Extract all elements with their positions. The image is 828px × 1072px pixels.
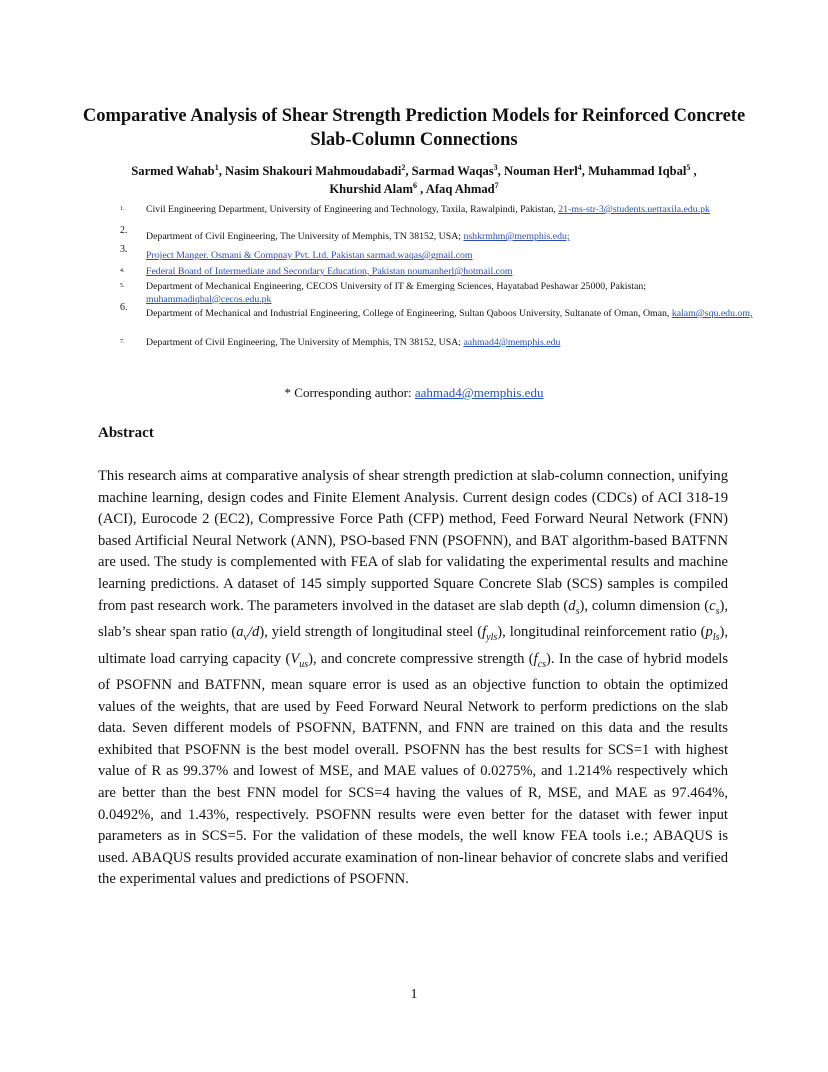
affiliation-number: 5. — [120, 283, 125, 289]
abstract-text: ), and concrete compressive strength ( — [308, 650, 534, 667]
affiliation-number: 4. — [120, 268, 125, 274]
affiliation-number: 2. — [120, 225, 128, 236]
author-affiliation-number: 5 — [686, 162, 691, 172]
author-list — [60, 162, 768, 198]
affiliation-item — [120, 302, 766, 321]
abstract-variable — [482, 624, 498, 643]
abstract-text: ), yield strength of longitudinal steel ( — [259, 624, 483, 641]
affiliation-number: 7. — [120, 339, 125, 345]
author-affiliation-number: 7 — [494, 180, 499, 190]
affiliation-text: Department of Civil Engineering, The University of Memphis, TN 38152, USA; — [146, 337, 464, 348]
variable-subscript: s — [715, 605, 720, 617]
affiliation-email-link[interactable]: aahmad4@memphis.edu — [463, 337, 561, 348]
author-name: Sarmad Waqas — [411, 164, 494, 178]
author-separator: , — [416, 182, 426, 196]
abstract-variable — [290, 650, 309, 670]
affiliation-item — [120, 337, 766, 350]
author-separator: , — [581, 164, 589, 178]
abstract-heading: Abstract — [98, 425, 154, 441]
abstract-text: ), column dimension ( — [579, 597, 710, 614]
variable-subscript: yls — [486, 631, 498, 643]
abstract-variable — [568, 597, 580, 617]
abstract-text: ). In the case of hybrid models of PSOFNN and BATFNN, mean square error is used as an objective function to obtain the optimized values of the weights, that are used by Feed Forward Neural Network to perform predictions on the slab data. Seven different models of PSOFNN, BATFNN, and FNN are trained on this data and the results exhibited that PSOFNN is the best model overall. PSOFNN has the best results for SCS=1 with highest value of R as 99.37% and lowest of MSE, and MAE values of 0.0275%, and 1.214% respectively which are better than the best FNN model for SCS=4 having the values of R, MSE, and MAE as 97.464%, 0.0492%, and 1.43%, respectively. PSOFNN results were even better for the dataset with fewer input parameters as in SCS=5. For the validation of these models, the well know FEA tools i.e.; ABAQUS is used. ABAQUS results provided accurate examination of non-linear behavior of concrete slabs and verified the experimental values and predictions of PSOFNN. — [98, 650, 728, 888]
variable-subscript: ls — [712, 631, 720, 643]
affiliation-item — [120, 204, 766, 217]
abstract-variable — [709, 597, 720, 617]
author-name: Afaq Ahmad — [425, 182, 495, 196]
author-name: Muhammad Iqbal — [588, 164, 687, 178]
author-separator: , — [497, 164, 504, 178]
variable-subscript: v — [243, 631, 248, 643]
abstract-text: This research aims at comparative analysis of shear strength prediction at slab-column connection, unifying machine learning, design codes and Finite Element Analysis. Current design codes (CDCs) of ACI 318-19 (ACI), Eurocode 2 (EC2), Compressive Force Path (CFP) method, Feed Forward Neural Network (FNN) based Artificial Neural Network (ANN), PSO-based FNN (PSOFNN), and BAT algorithm-based BATFNN are used. The study is complemented with FEA of slab for validating the experimental results and machine learning predictions. A dataset of 145 simply supported Square Concrete Slab (SCS) samples is compiled from past research work. The parameters involved in the dataset are slab depth ( — [98, 468, 728, 614]
abstract-text: ), slab’s shear span ratio ( — [98, 597, 728, 641]
affiliation-email-link[interactable]: Federal Board of Intermediate and Secondary Education, Pakistan noumanherl@hotmail.com — [146, 266, 513, 277]
variable-subscript: us — [299, 658, 309, 670]
author-name: Sarmed Wahab — [131, 164, 215, 178]
affiliation-text: Civil Engineering Department, University of Engineering and Technology, Taxila, Rawalpindi, Pakistan, — [146, 204, 559, 215]
variable-symbol: d — [568, 597, 576, 614]
author-separator: , — [218, 164, 225, 178]
abstract-variable — [533, 650, 547, 670]
affiliation-text: Department of Mechanical Engineering, CECOS University of IT & Emerging Sciences, Hayatabad Peshawar 25000, Pakistan; — [146, 281, 646, 292]
affiliation-email-link[interactable]: Project Manger. Osmani & Compnay Pvt. Ltd. Pakistan sarmad.waqas@gmail.com — [146, 250, 473, 261]
affiliation-email-link[interactable]: 21-ms-str-3@students.uettaxila.edu.pk — [558, 204, 710, 215]
variable-symbol: c — [709, 597, 716, 614]
author-affiliation-number: 1 — [214, 162, 219, 172]
variable-symbol: f — [482, 624, 487, 641]
variable-symbol: V — [290, 650, 300, 667]
affiliation-email-link[interactable]: muhammadiqbal@cecos.edu.pk — [146, 293, 272, 305]
paper-title: Comparative Analysis of Shear Strength Prediction Models for Reinforced Concrete Slab-Column Connections — [82, 106, 746, 150]
affiliation-item — [120, 244, 766, 263]
affiliation-number: 6. — [120, 302, 128, 313]
page-number: 1 — [410, 987, 418, 1002]
variable-subscript: s — [575, 605, 580, 617]
abstract-variable — [248, 624, 259, 640]
author-affiliation-number: 4 — [577, 162, 582, 172]
affiliation-item — [120, 281, 766, 306]
affiliation-item — [120, 225, 766, 244]
affiliation-text: Department of Civil Engineering, The University of Memphis, TN 38152, USA; — [146, 231, 464, 242]
affiliation-email-link[interactable]: nshkrmhm@memphis.edu; — [463, 231, 570, 242]
variable-symbol: p — [705, 624, 713, 641]
corresponding-author — [60, 385, 768, 401]
affiliation-text: Department of Mechanical and Industrial Engineering, College of Engineering, Sultan Qaboos University, Sultanate of Oman, Oman, — [146, 308, 672, 319]
corresponding-email-link[interactable]: aahmad4@memphis.edu — [414, 385, 544, 400]
affiliation-number: 1. — [120, 206, 125, 212]
author-name: Khurshid Alam — [329, 182, 413, 196]
author-name: Nouman Herl — [503, 164, 578, 178]
author-affiliation-number: 3 — [493, 162, 498, 172]
author-affiliation-number: 6 — [412, 180, 417, 190]
author-name: Nasim Shakouri Mahmoudabadi — [224, 164, 402, 178]
abstract-text: ), ultimate load carrying capacity ( — [98, 624, 729, 667]
author-separator: , — [405, 164, 412, 178]
abstract-variable — [236, 624, 248, 643]
affiliation-email-link[interactable]: kalam@squ.edu.om, — [671, 308, 753, 319]
affiliation-number: 3. — [120, 244, 128, 255]
affiliation-item — [120, 266, 766, 279]
variable-symbol: f — [533, 650, 538, 667]
corresponding-label: * Corresponding author: — [284, 385, 415, 400]
variable-symbol: /d — [247, 624, 260, 641]
abstract-text: ), longitudinal reinforcement ratio ( — [497, 624, 706, 641]
author-separator: , — [690, 164, 697, 178]
variable-subscript: cs — [537, 658, 547, 670]
variable-symbol: a — [236, 624, 244, 641]
abstract-body — [98, 466, 728, 891]
author-affiliation-number: 2 — [401, 162, 406, 172]
abstract-variable — [705, 624, 720, 643]
